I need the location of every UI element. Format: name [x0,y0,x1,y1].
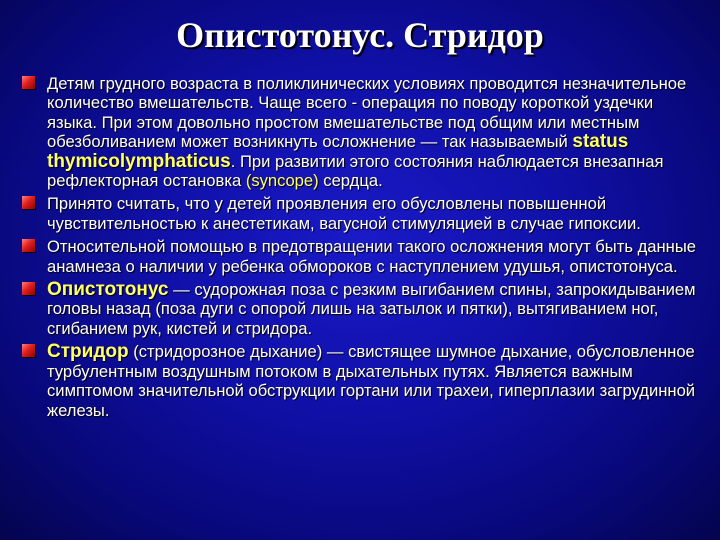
slide-title: Опистотонус. Стридор [176,15,544,55]
keyword-opisthotonus: Опистотонус [47,279,169,301]
list-item [20,342,700,420]
square-bullet-icon [22,282,35,295]
keyword-status-thymicolymphaticus: status thymicolymphaticus [47,131,629,172]
square-bullet-icon [22,239,35,252]
square-bullet-icon [22,344,35,357]
square-bullet-icon [22,76,35,89]
item-text: Принято считать, что у детей проявления его обусловлены повышенной чувствительностью к анестетикам, вагусной стимуляцией в случае гипоксии. [47,194,641,233]
item-text: сердца. [318,171,383,191]
list-item [20,74,700,190]
bullet-list [20,74,700,424]
keyword-stridor: Стридор [47,341,129,363]
list-item [20,194,700,233]
list-item [20,280,700,338]
item-text: . При развитии этого состояния наблюдается внезапная рефлекторная остановка [47,151,664,191]
item-text: Детям грудного возраста в поликлинических условиях проводится незначительное количество вмешательств. Чаще всего - операция по поводу короткой уздечки языка. При этом довольно простом вмешательстве под общим или местным обезболиванием может возникнуть осложнение — так называемый [47,74,687,152]
square-bullet-icon [22,196,35,209]
item-text: Относительной помощью в предотвращении такого осложнения могут быть данные анамнеза о наличии у ребенка обмороков с наступлением удушья, опистотонуса. [47,237,696,276]
syncope-term: (syncope) [245,171,319,191]
list-item [20,237,700,276]
item-text: (стридорозное дыхание) — свистящее шумное дыхание, обусловленное турбулентным воздушным потоком в дыхательных путях. Является важным симптомом значительной обструкции гортани или трахеи, гиперплазии загрудинной железы. [47,342,696,420]
item-text: — судорожная поза с резким выгибанием спины, запрокидыванием головы назад (поза дуги с опорой лишь на затылок и пятки), вытягиванием ног, сгибанием рук, кистей и стридора. [47,280,696,338]
